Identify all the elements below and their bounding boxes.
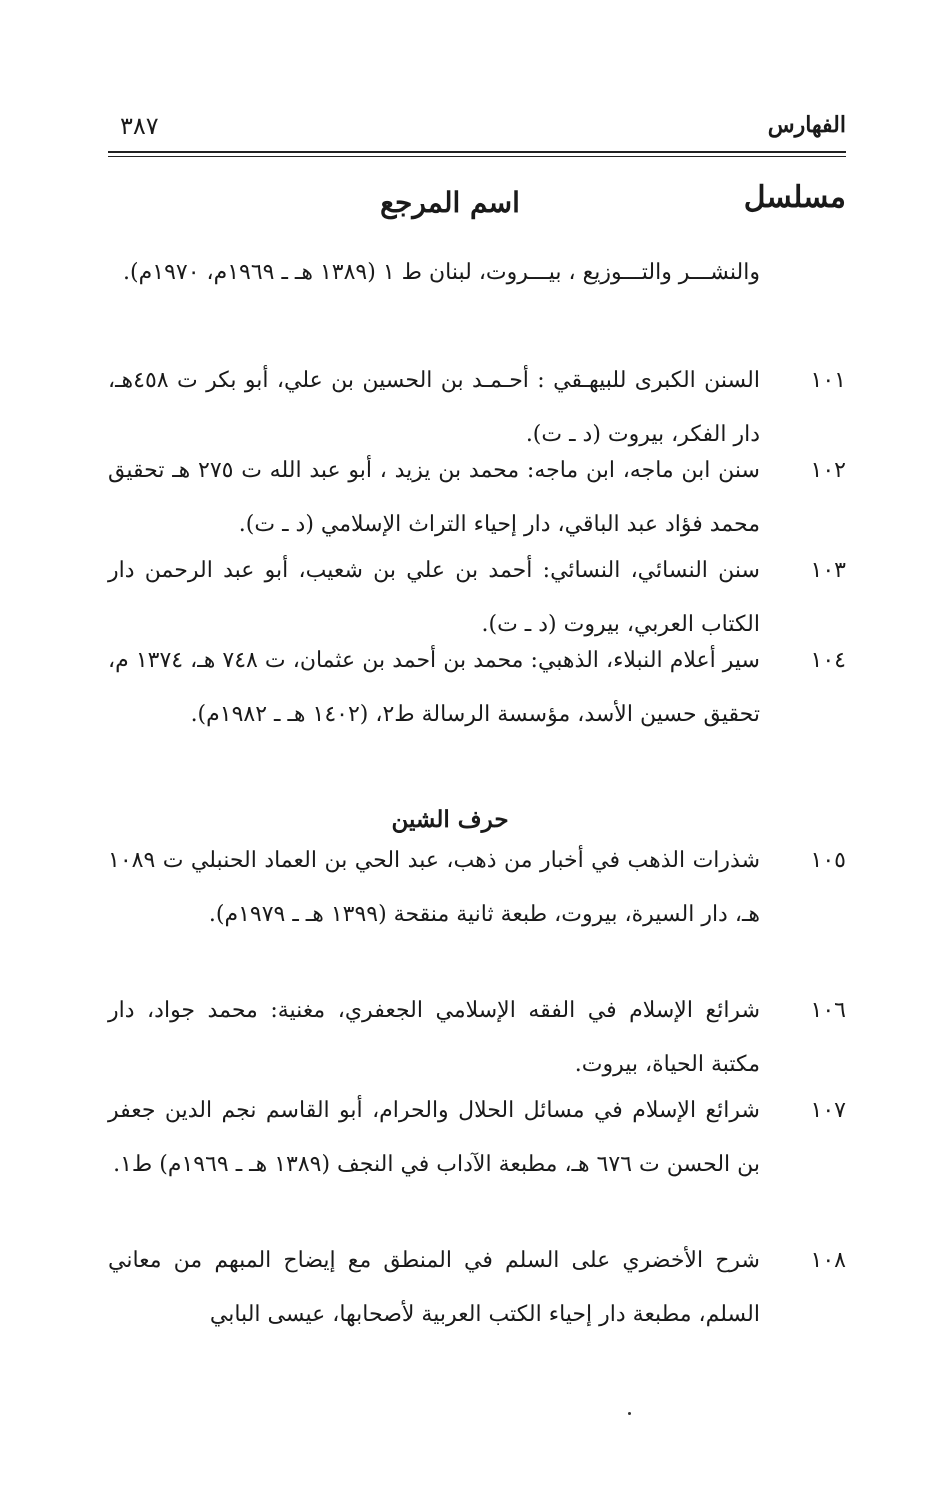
running-title: الفهارس	[767, 112, 846, 138]
entry-number: ١٠٣	[810, 558, 846, 583]
page-number: ٣٨٧	[120, 112, 159, 140]
entry-number: ١٠٤	[810, 648, 846, 673]
entry-text: السنن الكبرى للبيهـقي : أحـمـد بن الحسين بن علي، أبو بكر ت ٤٥٨هـ، دار الفكر، بيروت (د ـ ت).	[108, 368, 760, 447]
entry-text: شرائع الإسلام في الفقه الإسلامي الجعفري، مغنية: محمد جواد، دار مكتبة الحياة، بيروت.	[108, 998, 760, 1077]
entry-number: ١٠١	[810, 368, 846, 393]
entry-number: ١٠٢	[810, 458, 846, 483]
entry-text: شرائع الإسلام في مسائل الحلال والحرام، أبو القاسم نجم الدين جعفر بن الحسن ت ٦٧٦ هـ، مطبعة الآداب في النجف (١٣٨٩ هـ ـ ١٩٦٩م) ط١.	[108, 1098, 760, 1177]
list-item	[108, 984, 846, 1092]
entry-number: ١٠٦	[810, 998, 846, 1023]
list-item	[108, 834, 846, 942]
entry-text: شرح الأخضري على السلم في المنطق مع إيضاح المبهم من معاني السلم، مطبعة دار إحياء الكتب العربية لأصحابها، عيسى البابي	[108, 1248, 760, 1327]
list-item	[108, 1234, 846, 1342]
entry-text: سير أعلام النبلاء، الذهبي: محمد بن أحمد بن عثمان، ت ٧٤٨ هـ، ١٣٧٤ م، تحقيق حسين الأسد، مؤسسة الرسالة ط٢، (١٤٠٢ هـ ـ ١٩٨٢م).	[108, 648, 760, 727]
continued-entry-text: والنشـــر والتـــوزيع ، بيـــروت، لبنان ط ١ (١٣٨٩ هـ ـ ١٩٦٩م، ١٩٧٠م).	[123, 260, 760, 285]
list-item	[108, 634, 846, 742]
reference-column-heading: اسم المرجع	[380, 186, 520, 219]
page-header	[108, 112, 846, 148]
entry-text: شذرات الذهب في أخبار من ذهب، عبد الحي بن العماد الحنبلي ت ١٠٨٩ هـ، دار السيرة، بيروت، طبعة ثانية منقحة (١٣٩٩ هـ ـ ١٩٧٩م).	[108, 848, 760, 927]
entry-number: ١٠٥	[810, 848, 846, 873]
serial-column-heading: مسلسل	[743, 180, 846, 215]
section-heading: حرف الشين	[391, 806, 509, 833]
header-rule-thin	[108, 156, 846, 157]
entry-text: سنن ابن ماجه، ابن ماجه: محمد بن يزيد ، أبو عبد الله ت ٢٧٥ هـ تحقيق محمد فؤاد عبد الباقي، دار إحياء التراث الإسلامي (د ـ ت).	[108, 458, 760, 537]
entry-number: ١٠٧	[810, 1098, 846, 1123]
list-item	[108, 1084, 846, 1192]
entry-number: ١٠٨	[810, 1248, 846, 1273]
footer-dot	[628, 1412, 631, 1415]
entry-text: سنن النسائي، النسائي: أحمد بن علي بن شعيب، أبو عبد الرحمن دار الكتاب العربي، بيروت (د ـ ت).	[108, 558, 760, 637]
list-item	[108, 444, 846, 552]
header-rule-thick	[108, 151, 846, 153]
